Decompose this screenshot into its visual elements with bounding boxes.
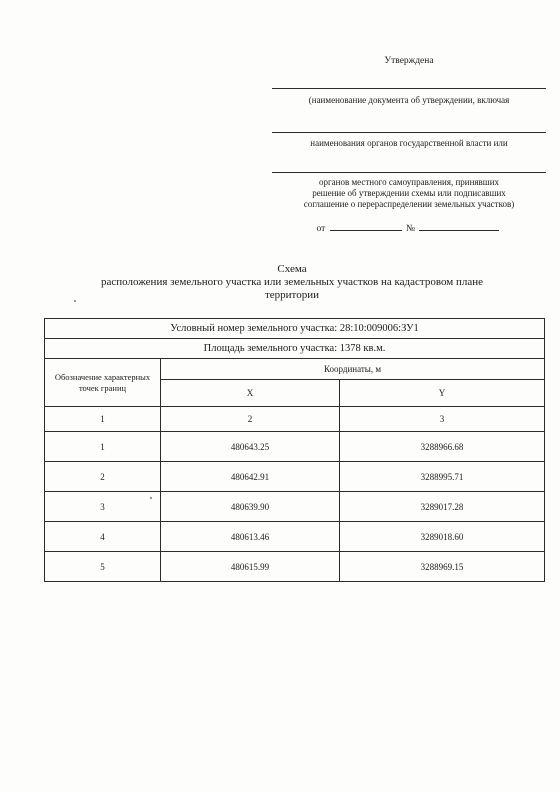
x-cell: 480613.46 xyxy=(161,522,340,552)
column-number: 1 xyxy=(45,407,161,432)
approval-caption-3 xyxy=(272,177,546,210)
approval-caption-1: (наименование документа об утверждении, включая xyxy=(308,95,510,105)
y-cell: 3289017.28 xyxy=(340,492,545,522)
x-cell: 480639.90 xyxy=(161,492,340,522)
x-header: X xyxy=(161,380,340,407)
y-cell: 3289018.60 xyxy=(340,522,545,552)
scheme-subtitle-line-1: расположения земельного участка или земельных участков на кадастровом плане xyxy=(101,276,483,288)
scheme-subtitle-line-2: территории xyxy=(264,289,319,301)
scan-speck xyxy=(74,300,76,302)
approval-rule-3 xyxy=(272,172,546,173)
date-prefix: от xyxy=(316,224,326,234)
scheme-title: Схема xyxy=(277,263,307,275)
approval-rule-1 xyxy=(272,88,546,89)
point-cell: 4 xyxy=(45,522,161,552)
number-prefix: № xyxy=(406,224,416,234)
table-row xyxy=(45,462,545,492)
date-blank xyxy=(330,222,402,231)
approval-caption-2: наименования органов государственной власти или xyxy=(310,138,508,148)
approved-title: Утверждена xyxy=(384,56,434,66)
coords-header: Координаты, м xyxy=(161,359,545,380)
y-cell: 3288969.15 xyxy=(340,552,545,582)
point-cell: 5 xyxy=(45,552,161,582)
header-row xyxy=(45,359,545,380)
date-number-line xyxy=(272,222,546,234)
x-cell: 480643.25 xyxy=(161,432,340,462)
approval-caption-3-line: соглашение о перераспределении земельных участков) xyxy=(303,199,515,209)
point-cell: 2 xyxy=(45,462,161,492)
parcel-number: Условный номер земельного участка: 28:10:009006:ЗУ1 xyxy=(45,319,545,339)
point-cell: 1 xyxy=(45,432,161,462)
y-cell: 3288995.71 xyxy=(340,462,545,492)
scheme-heading xyxy=(40,263,544,302)
coordinates-table xyxy=(44,318,545,582)
approval-caption-3-line: органов местного самоуправления, принявших xyxy=(318,177,500,187)
point-cell: 3 xyxy=(45,492,161,522)
y-header: Y xyxy=(340,380,545,407)
table-row xyxy=(45,552,545,582)
column-number: 2 xyxy=(161,407,340,432)
column-number-row xyxy=(45,407,545,432)
x-cell: 480642.91 xyxy=(161,462,340,492)
points-header: Обозначение характерных точек границ xyxy=(45,359,161,407)
table-row xyxy=(45,432,545,462)
approval-rule-2 xyxy=(272,132,546,133)
number-blank xyxy=(419,222,499,231)
x-cell: 480615.99 xyxy=(161,552,340,582)
approval-caption-3-line: решение об утверждении схемы или подписавших xyxy=(312,188,506,198)
table-row xyxy=(45,492,545,522)
parcel-area-row xyxy=(45,339,545,359)
parcel-area: Площадь земельного участка: 1378 кв.м. xyxy=(45,339,545,359)
y-cell: 3288966.68 xyxy=(340,432,545,462)
parcel-number-row xyxy=(45,319,545,339)
column-number: 3 xyxy=(340,407,545,432)
table-row xyxy=(45,522,545,552)
